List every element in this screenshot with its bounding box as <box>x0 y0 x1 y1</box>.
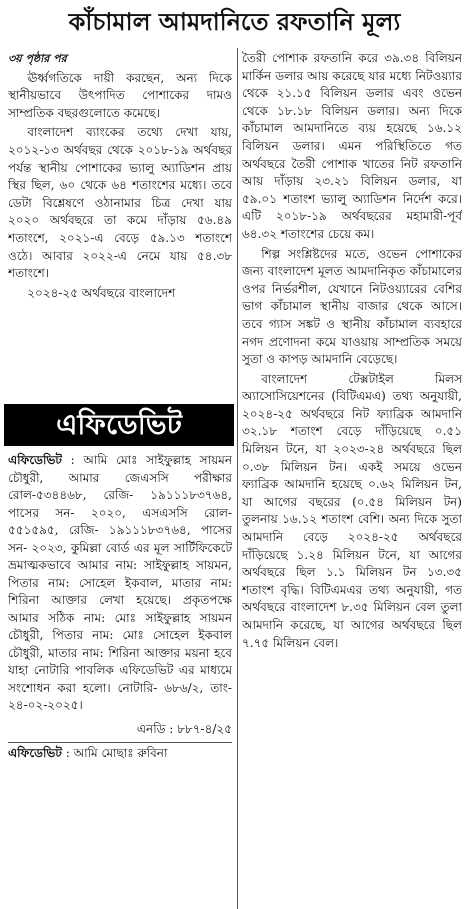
affidavit-section <box>8 452 232 909</box>
right-paragraph-1: তৈরী পোশাক রফতানি করে ৩৯.৩৪ বিলিয়ন মার্কিন ডলার আয় করেছে যার মধ্যে নিটওয়্যার থেকে ২১.১৫ বিলিয়ন ডলার এবং ওভেন থেকে ১৮.১৮ বিলিয়ন ডলার। অন্য দিকে কাঁচামাল আমদানিতে ব্যয় হয়েছে ১৬.১২ বিলিয়ন ডলার। এমন পরিস্থিতিতে গত অর্থবছরে তৈরী পোশাক খাতের নিট রফতানি আয় দাঁড়ায় ২৩.২১ বিলিয়ন ডলার, যা ৫৯.০১ শতাংশ ভ্যালু অ্যাডিশন নির্দেশ করে। এটি ২০১৮-১৯ অর্থবছরের মহামারী-পূর্ব ৬৪.৩২ শতাংশের চেয়ে কম। <box>242 51 462 241</box>
page-reference: ৩য় পৃষ্ঠার পর <box>8 52 67 65</box>
headline: কাঁচামাল আমদানিতে রফতানি মূল্য <box>68 7 401 36</box>
affidavit-body-2: : আমি মোছাঃ রুবিনা <box>65 746 168 760</box>
left-paragraph-2: বাংলাদেশ ব্যাংকের তথ্যে দেখা যায়, ২০১২-১৩ অর্থবছর থেকে ২০১৮-১৯ অর্থবছর পর্যন্ত স্থানীয় পোশাকের ভ্যালু অ্যাডিশন প্রায় স্থির ছিল, ৬০ থেকে ৬৪ শতাংশের মধ্যে। তবে ডেটা বিশ্লেষণে ওঠানামার চিত্র দেখা যায় ২০২০ অর্থবছরে তা কমে দাঁড়ায় ৫৬.৪৯ শতাংশে, ২০২১-এ বেড়ে ৫৯.১৩ শতাংশে ওঠে। আবার ২০২২-এ নেমে যায় ৫৪.৩৮ শতাংশে। <box>8 125 232 281</box>
right-column <box>242 50 462 905</box>
affidavit-notice <box>8 452 232 715</box>
affidavit-body: : আমি মোঃ সাইফুল্লাহ সায়মন চৌধুরী, আমার জেএসসি পরীক্ষার রোল-৫৩৪৪৬৮, রেজি- ১৯১১১৮৩৭৬৪, পাসের সন- ২০২০, এসএসসি রোল- ৫৫১৫৯৫, রেজি- ১৯১১১৮৩৭৬৪, পাসের সন- ২০২৩, কুমিল্লা বোর্ড এর মূল সার্টিফিকেটে ভ্রমাত্মকভাবে আমার নাম: সাইফুল্লাহ সায়মন, পিতার নাম: সোহেল ইকবাল, মাতার নাম: শিরিনা আক্তার লেখা হয়েছে। প্রকৃতপক্ষে আমার সঠিক নাম: মোঃ সাইফুল্লাহ সায়মন চৌধুরী, পিতার নাম: মোঃ সোহেল ইকবাল চৌধুরী, মাতার নাম: শিরিনা আক্তার ময়না হবে যাহা নোটারি পাবলিক এফিডেভিট এর মাধ্যমে সংশোধন করা হলো। নোটারি- ৬৮৬/২, তাং- ২৪-০২-২০২৫। <box>8 453 232 712</box>
right-paragraph-2: শিল্প সংশ্লিষ্টদের মতে, ওভেন পোশাকের জন্য বাংলাদেশ মূলত আমদানিকৃত কাঁচামালের ওপর নির্ভরশীল, যেখানে নিটওয়্যারের বেশির ভাগ কাঁচামাল স্থানীয় বাজার থেকে আসে। তবে গ্যাস সঙ্কট ও স্থানীয় কাঁচামাল ব্যবহারে নগদ প্রণোদনা কমে যাওয়ায় সাম্প্রতিক সময়ে সুতা ও কাপড় আমদানি বেড়েছে। <box>242 246 462 367</box>
affidavit-banner: এফিডেভিট <box>4 404 234 446</box>
affidavit-separator <box>8 742 232 743</box>
column-divider <box>237 48 238 909</box>
affidavit-notice-2 <box>8 745 232 763</box>
affidavit-ref-no: এনডি : ৮৮৭-৪/২৫ <box>136 721 232 736</box>
left-paragraph-3: ২০২৪-২৫ অর্থবছরে বাংলাদেশ <box>27 285 176 300</box>
right-paragraph-3: বাংলাদেশ টেক্সটাইল মিলস অ্যাসোসিয়েশনের (বিটিএমএ) তথ্য অনুযায়ী, ২০২৪-২৫ অর্থবছরে নিট ফ্যাব্রিক আমদানি ৩২.১৮ শতাংশ বেড়ে দাঁড়িয়েছে ০.৫১ মিলিয়ন টনে, যা ২০২৩-২৪ অর্থবছরে ছিল ০.৩৮ মিলিয়ন টন। একই সময়ে ওভেন ফ্যাব্রিক আমদানি হয়েছে ০.৬২ মিলিয়ন টন, যা আগের বছরের (০.৫৪ মিলিয়ন টন) তুলনায় ১৬.১২ শতাংশ বেশি। অন্য দিকে সুতা আমদানি বেড়ে ২০২৪-২৫ অর্থবছরে দাঁড়িয়েছে ১.২৪ মিলিয়ন টনে, যা আগের অর্থবছরে ছিল ১.১ মিলিয়ন টন ১৩.৩৫ শতাংশ বৃদ্ধি। বিটিএমএর তথ্য অনুযায়ী, গত অর্থবছরে বাংলাদেশ ৮.৩৫ মিলিয়ন বেল তুলা আমদানি করেছে, যা আগের অর্থবছরে ছিল ৭.৭৫ মিলিয়ন বেল। <box>242 371 462 650</box>
left-column <box>8 50 232 395</box>
left-paragraph-1: ঊর্ধ্বগতিকে দায়ী করছেন, অন্য দিকে স্থানীয়ভাবে উৎপাদিত পোশাকের দামও সাম্প্রতিক বছরগুলোতে কমেছে। <box>8 70 232 120</box>
affidavit-label-2: এফিডেভিট <box>8 746 62 760</box>
affidavit-label: এফিডেভিট <box>8 453 62 467</box>
